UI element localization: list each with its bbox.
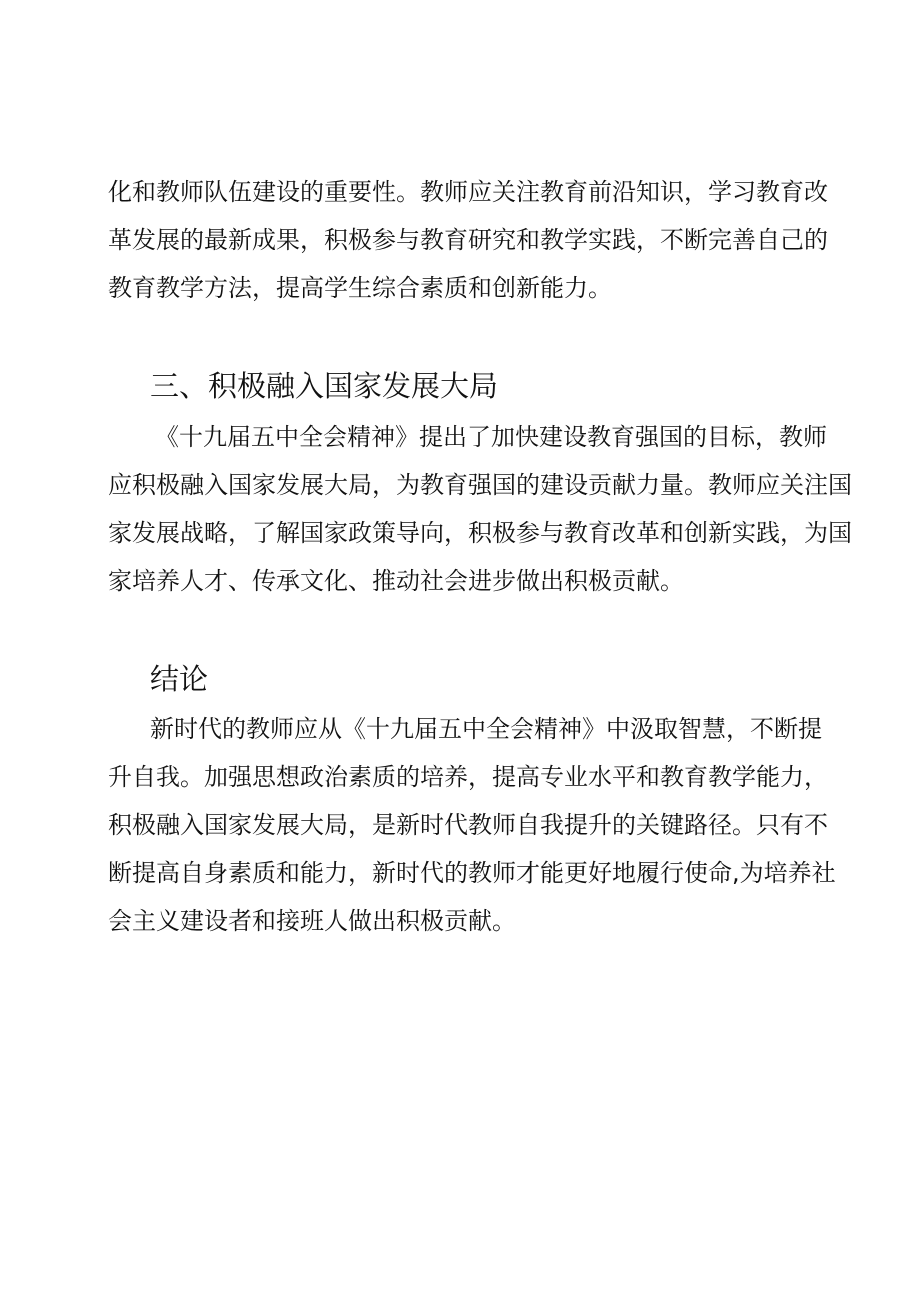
paragraph-line: 积极融入国家发展大局，是新时代教师自我提升的关键路径。只有不 [108,811,828,839]
paragraph-line: 革发展的最新成果，积极参与教育研究和教学实践，不断完善自己的 [108,226,828,254]
paragraph-line: 家发展战略，了解国家政策导向，积极参与教育改革和创新实践，为国 [108,519,852,547]
paragraph-line: 家培养人才、传承文化、推动社会进步做出积极贡献。 [108,567,684,595]
paragraph-line: 断提高自身素质和能力，新时代的教师才能更好地履行使命,为培养社 [108,859,836,887]
paragraph-line: 教育教学方法，提高学生综合素质和创新能力。 [108,274,612,302]
paragraph-line: 《十九届五中全会精神》提出了加快建设教育强国的目标，教师 [155,423,827,451]
section-heading: 三、积极融入国家发展大局 [150,369,499,403]
paragraph-line: 新时代的教师应从《十九届五中全会精神》中汲取智慧，不断提 [150,715,822,743]
paragraph-line: 化和教师队伍建设的重要性。教师应关注教育前沿知识，学习教育改 [108,178,828,206]
paragraph-line: 升自我。加强思想政治素质的培养，提高专业水平和教育教学能力， [108,763,828,791]
paragraph-line: 会主义建设者和接班人做出积极贡献。 [108,907,516,935]
paragraph-line: 应积极融入国家发展大局，为教育强国的建设贡献力量。教师应关注国 [108,471,852,499]
conclusion-heading: 结论 [150,662,209,696]
